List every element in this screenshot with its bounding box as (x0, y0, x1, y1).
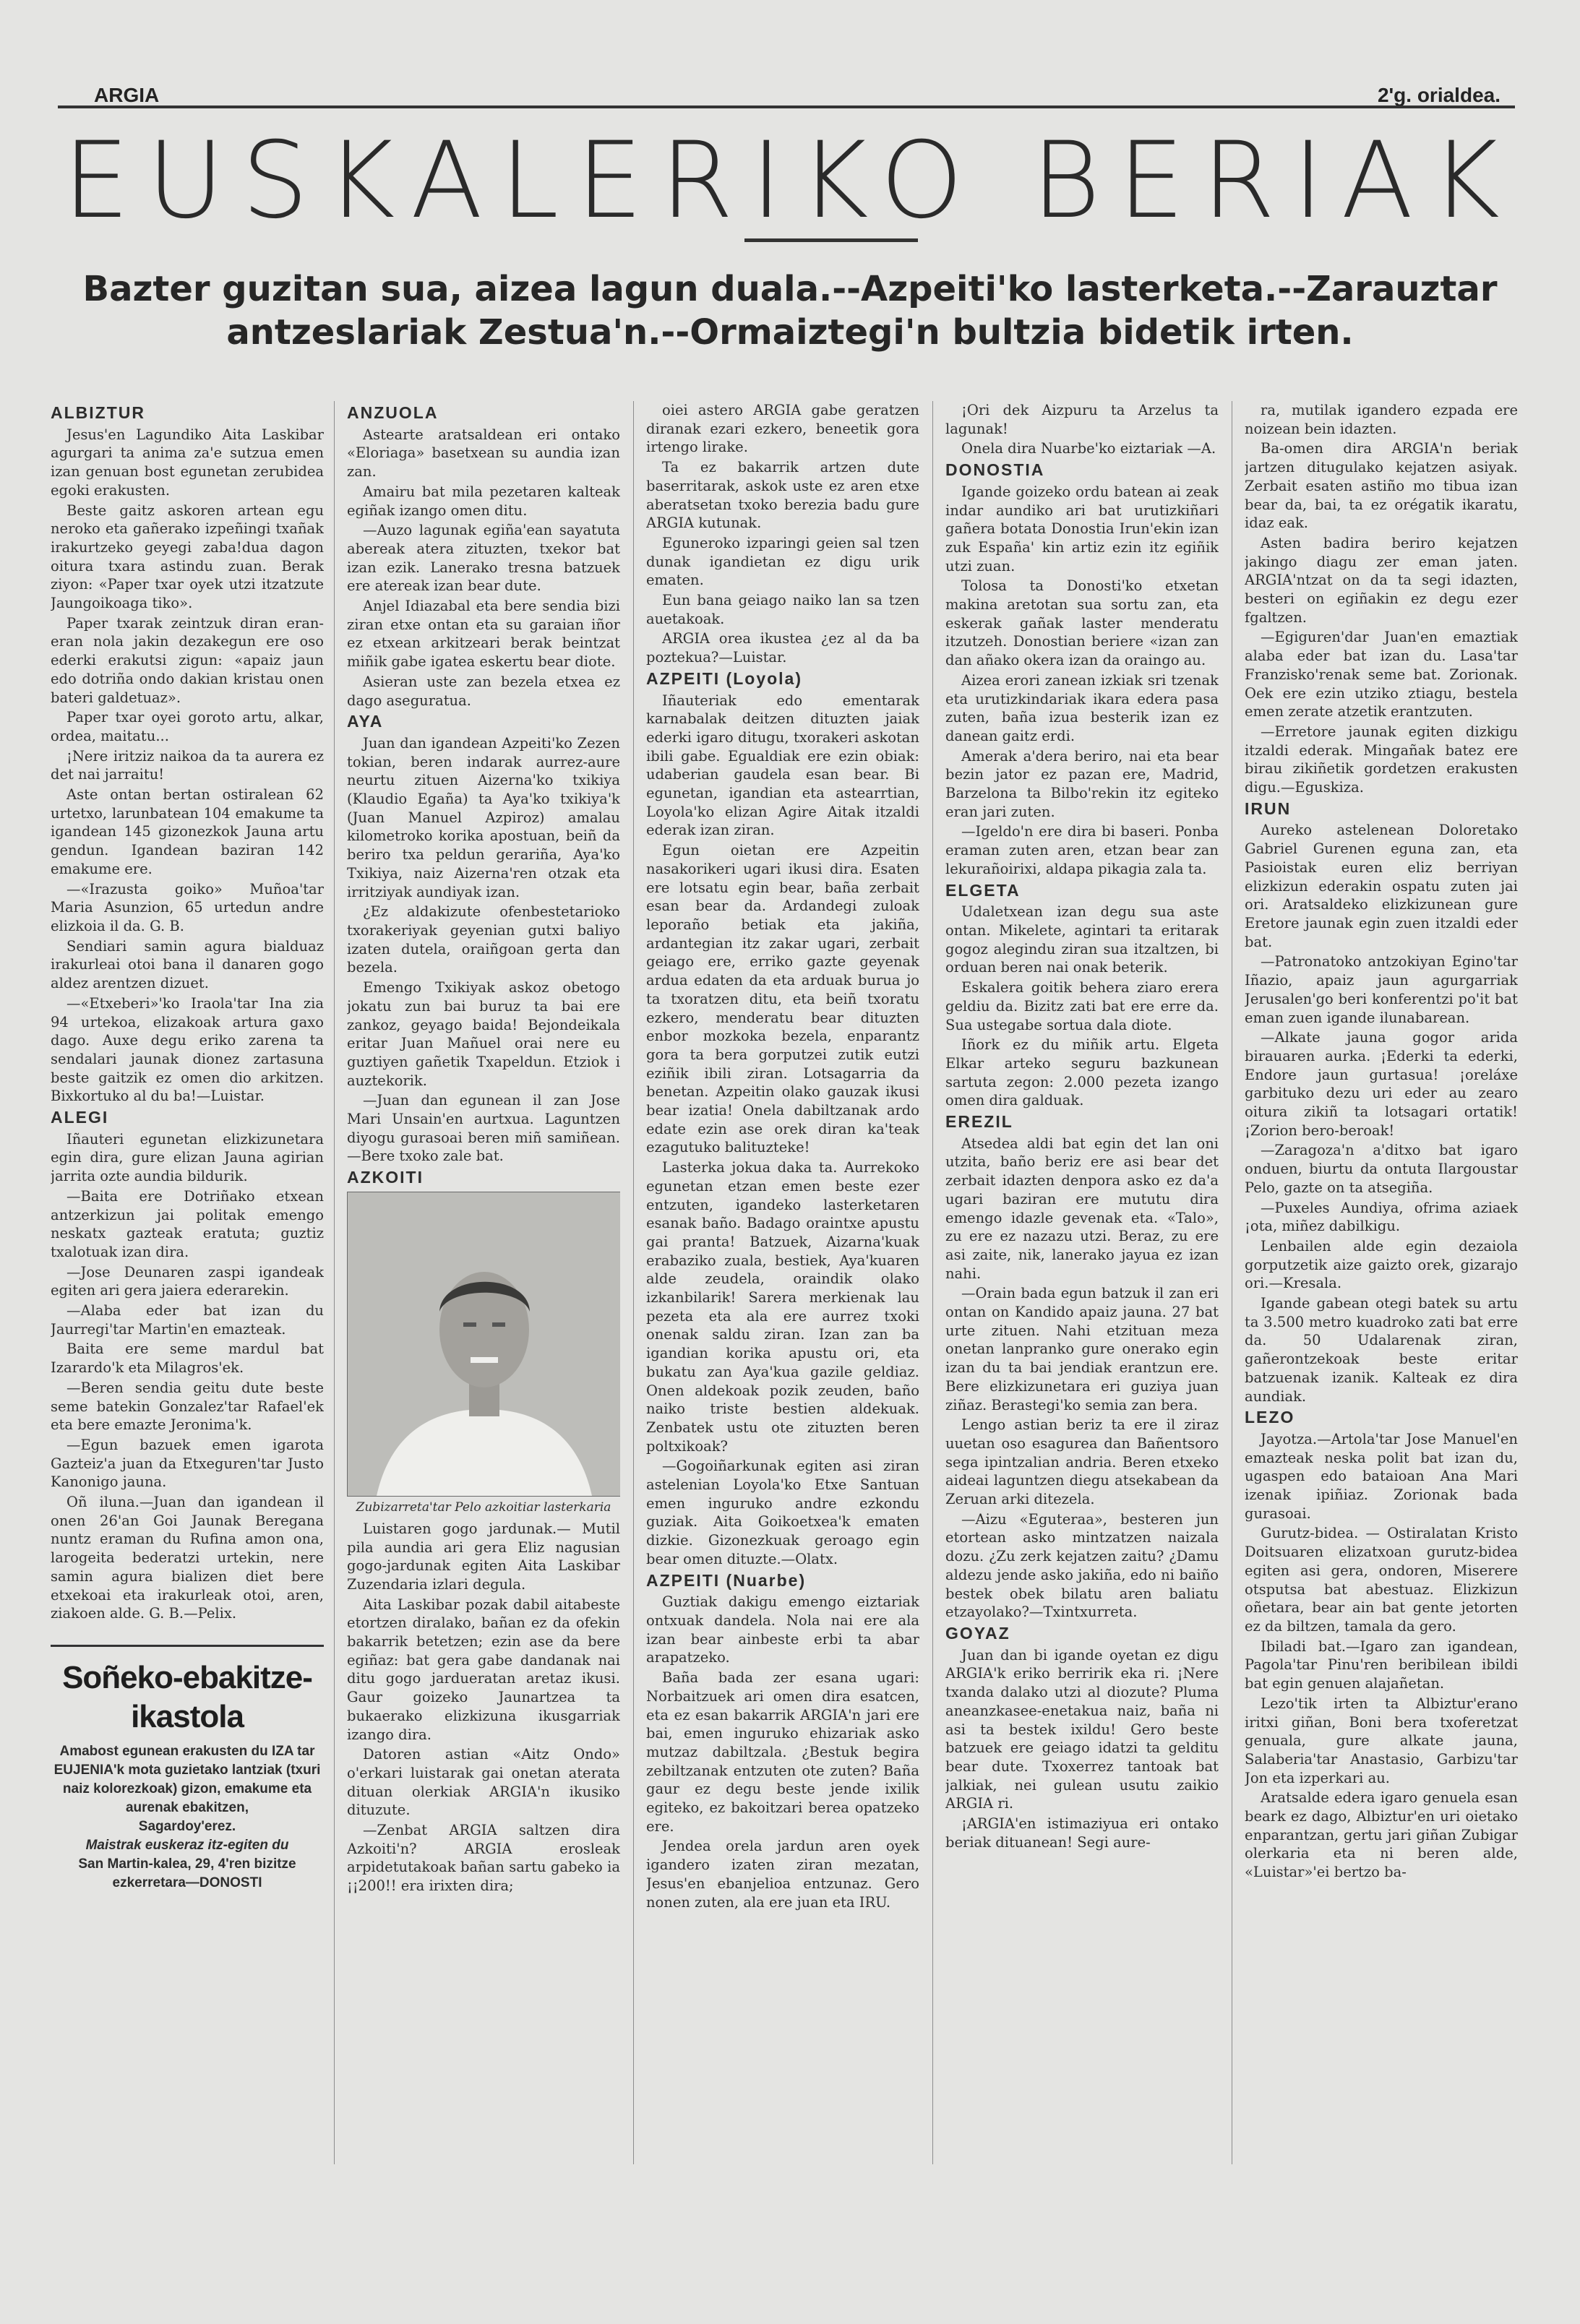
article-paragraph: ¡ARGIA'en istimaziyua eri ontako beriak dituanean! Segi aure- (945, 1815, 1219, 1851)
article-paragraph: Guztiak dakigu emengo eiztariak ontxuak dandela. Nola nai ere ala izan bear ainbeste erbi ta abar arapatzeko. (646, 1593, 919, 1666)
article-heading: ELGETA (945, 880, 1021, 900)
article-paragraph: Baita ere seme mardul bat Izarardo'k eta Milagros'ek. (51, 1340, 324, 1377)
article-paragraph: Amairu bat mila pezetaren kalteak egiñak izango omen ditu. (347, 483, 620, 519)
advertisement (51, 1645, 324, 1893)
column-3 (646, 401, 919, 2164)
article-paragraph: Lezo'tik irten ta Albiztur'erano iritxi giñan, Boni bera txoferetzat genuala, gure alkate jauna, Salaberia'tar Anastasio, Garbizu'tar Jon eta izperkari au. (1245, 1695, 1518, 1786)
section-masthead: EUSKALERIKO BERIAK (63, 119, 1517, 242)
article-paragraph: Tolosa ta Donosti'ko etxetan makina aretotan sua sortu zan, eta eskerak gañak laster menderatu itzutzeh. Donostian beriere «izan zan dan añako okera izan da oraingo au. (945, 577, 1219, 669)
article-paragraph: Asten badira beriro kejatzen jakingo diagu zer eman jaten. ARGIA'ntzat on da ta segi idazten, besteri on egiñakin ez degu ezer fgaltzen. (1245, 534, 1518, 626)
article-paragraph: —Auzo lagunak egiña'ean sayatuta abereak atera zituzten, txekor bat izan ezik. Lanerako tresna batzuek ere atereak izan bear dute. (347, 522, 620, 595)
article-paragraph: Eun bana geiago naiko lan sa tzen auetakoak. (646, 592, 919, 627)
article-paragraph: —Erretore jaunak egiten dizkigu itzaldi ederak. Mingañak batez ere birau zikiñetik gordetzen erakusten digu.—Eguskiza. (1245, 723, 1518, 796)
article-heading: AYA (347, 712, 384, 731)
article-heading: IRUN (1245, 799, 1292, 818)
article-paragraph: —«Irazusta goiko» Muñoa'tar Maria Asunzion, 65 urtedun andre elizkoia il da. G. B. (51, 880, 324, 934)
article-paragraph: Ba-omen dira ARGIA'n beriak jartzen ditugulako kejatzen asiyak. Zerbait esaten astiño mo tibua izan bear da, bai, ta ez orégatik ikaratu, idaz eak. (1245, 440, 1518, 532)
ad-title: Soñeko-ebakitze-ikastola (62, 1660, 312, 1734)
article-paragraph: Lenbailen alde egin dezaiola gorputzetik aize gaizto orek, gizarajo ori.—Kresala. (1245, 1237, 1518, 1292)
photo-caption: Zubizarreta'tar Pelo azkoitiar lasterkaria (356, 1499, 611, 1515)
portrait-illustration (348, 1192, 620, 1496)
article-paragraph: ra, mutilak igandero ezpada ere noizean bein idazten. (1245, 402, 1518, 437)
ad-address: San Martin-kalea, 29, 4'ren bizitze ezkerretara—DONOSTI (78, 1856, 296, 1890)
article-paragraph: Igande gabean otegi batek su artu ta 3.500 metro kuadroko zati bat erre da. 50 Udalarenak ziran, gañerontzekoak beste eritar batzuenak izanik. Kalteak ez dira aundiak. (1245, 1295, 1518, 1405)
article-paragraph: Juan dan bi igande oyetan ez digu ARGIA'k eriko berririk eka ri. ¡Nere txanda dalako utzi al diozute? Pluma aneanzkasee-enetakua naiz, baña ni asi ta bestek ixildu! Gero beste batzuek ere geiago idatzi ta gelditu bear dute. Txoxerrez tantoak bat jalkiak, nei gulean usutu zaikio ARGIA ri. (945, 1646, 1219, 1812)
article-paragraph: Aratsalde edera igaro genuela esan beark ez dago, Albiztur'en uri oietako enparantzan, gertu jari giñan Zubigar olerkaria eta ni beren alde, «Luistar»'ei bertzo ba- (1245, 1789, 1518, 1881)
article-paragraph: —Igeldo'n ere dira bi baseri. Ponba eraman zuten aren, etzan bear zan lekurañoirixi, aldapa pikagia zala ta. (945, 823, 1219, 877)
article-paragraph: Lasterka jokua daka ta. Aurrekoko egunetan etzan emen beste ezer entzuten, igandeko lasterketaren esanak baño. Badago oraintxe apustu gai pranta! Batzuek, Aizarna'kuak erabaziko zuala, bestiek, Aya'kuaren alde zeudela, oraindik olako izkanbilarik! Sarera merkienak lau pezeta eta ala ere aurrez txoki onenak saldu ziran. Izan zan ba igandian korika apustu ori, eta bukatu zan Aya'kua gazile geldiaz. Onen aldekoak pozik zeuden, baño naiko triste bestien aldekuak. Zenbatek ustu ote zituzten beren poltxikoak? (646, 1159, 919, 1455)
article-paragraph: ¡Nere iritziz naikoa da ta aurera ez det nai jarraitu! (51, 747, 324, 783)
article-paragraph: Ta ez bakarrik artzen dute baserritarak, askok uste ez aren etxe aberatsetan txoko berezia badu gure ARGIA kutunak. (646, 459, 919, 532)
article-paragraph: —Orain bada egun batzuk il zan eri ontan on Kandido apaiz jauna. 27 bat urte zituen. Nahi etzituan meza onetan lanpranko gure onerako egin izan du ta bai jendiak erantzun ere. Bere elizkizunetara eri guziya juan ziñaz. Berastegi'ko semia zan bera. (945, 1285, 1219, 1413)
article-heading: ALBIZTUR (51, 403, 145, 422)
article-paragraph: Lengo astian beriz ta ere il ziraz uuetan oso esagurea dan Bañentsoro sega ipintzalian andria. Beren etxeko aideai laguntzen diegu atsekabean da Zeruan arki ditezela. (945, 1416, 1219, 1508)
article-paragraph: —Egiguren'dar Juan'en emaztiak alaba eder bat izan du. Lasa'tar Franzisko'renak seme bat. Zorionak. Oek ere ezin utziko ztiagu, bestela emen zerate atzetik erantzuten. (1245, 629, 1518, 720)
article-paragraph: Astearte aratsaldean eri ontako «Eloriaga» basetxean su aundia izan zan. (347, 426, 620, 481)
article-paragraph: Paper txar oyei goroto artu, alkar, ordea, maitatu... (51, 709, 324, 744)
article-paragraph: Iñork ez du miñik artu. Elgeta Elkar arteko seguru bazkunean sartuta zegon: 2.000 pezeta izango omen dira galduak. (945, 1036, 1219, 1109)
article-paragraph: Oñ iluna.—Juan dan igandean il onen 26'an Goi Jaunak Beregana nuntz eraman du Rufina amon ona, larogeita bederatzi urtekin, nere samin agura bializen diet bere etxekoai eta irakurleak otoi, aren, ziakoen alde. G. B.—Pelix. (51, 1494, 324, 1622)
article-paragraph: Aita Laskibar pozak dabil aitabeste etortzen diralako, bañan ez da ofekin bakarrik betetzen; ezin ase da bere egiñaz: bat gera gabe dandanak nai ditu gogo jardueratan aretaz ikusi. Gaur goizeko Jaunartzea ta bukaerako elizkizuna ikusgarriak izango dira. (347, 1596, 620, 1743)
article-paragraph: —Jose Deunaren zaspi igandeak egiten ari gera jaiera ederarekin. (51, 1263, 324, 1299)
article-paragraph: —Beren sendia geitu dute beste seme batekin Gonzalez'tar Rafael'ek eta bere emazte Jeronima'k. (51, 1379, 324, 1434)
article-paragraph: Sendiari samin agura bialduaz irakurleai otoi bana il danaren gogo aldez arentzen dizuet. (51, 937, 324, 992)
article-paragraph: Aste ontan bertan ostiralean 62 urtetxo, larunbatean 104 emakume ta igandean 145 gizonezkok Jauna artu gendun. Igandean baziran 142 emakume ere. (51, 786, 324, 877)
article-paragraph: Udaletxean izan degu sua aste ontan. Mikelete, agintari ta eritarak gogoz alegindu ziran sua itzaltzen, bi orduan beren nai onak beterik. (945, 903, 1219, 976)
article-paragraph: Beste gaitz askoren artean egu neroko eta gañerako izpeñingi txañak irakurtzeko geyegi zaba!dua dagon oitura txara astindu zuan. Berak ziyon: «Paper txar oyek utzi itzatzute Jaungoikoaga tiko». (51, 502, 324, 612)
article-paragraph: Igande goizeko ordu batean ai zeak indar aundiko ari bat urutizkiñari gañera botata Donostia Irun'ekin izan zuk España' kin artiz ezin itz egiñik utzi zuan. (945, 483, 1219, 574)
article-paragraph: —Juan dan egunean il zan Jose Mari Unsain'en aurtxua. Laguntzen diyogu gurasoai beren miñ samiñean.—Bere txoko zale bat. (347, 1092, 620, 1165)
article-paragraph: —Baita ere Dotriñako etxean antzerkizun jai politak emengo neskatx gazteak eratuta; guztiz txalotuak izan dira. (51, 1187, 324, 1260)
article-heading: DONOSTIA (945, 460, 1045, 480)
article-paragraph: —Puxeles Aundiya, ofrima aziaek ¡ota, miñez dabilkigu. (1245, 1199, 1518, 1235)
article-paragraph: —«Etxeberi»'ko Iraola'tar Ina zia 94 urtekoa, elizakoak artura gaxo dago. Auxe degu eriko zarena ta sendalari jaunak dionez zartasuna beste gaitzik ez omen dio arkitzen. Bixkortuko al du ba!—Luistar. (51, 994, 324, 1105)
article-paragraph: Aizea erori zanean izkiak sri tzenak eta urutizkindariak ikara edera pasa zuten, baña izua besterik izan ez danean gaitz erdi. (945, 671, 1219, 744)
article-paragraph: Datoren astian «Aitz Ondo» o'erkari luistarak gai onetan aterata dituan olerkiak ARGIA'n ikusiko dituzute. (347, 1746, 620, 1819)
article-heading: AZKOITI (347, 1168, 424, 1187)
article-paragraph: ARGIA orea ikustea ¿ez al da ba poztekua?—Luistar. (646, 630, 919, 666)
running-head-page: 2'g. orialdea. (1377, 84, 1500, 106)
article-heading: ALEGI (51, 1108, 109, 1127)
column-separator (932, 401, 933, 2164)
article-paragraph: Iñauteriak edo ementarak karnabalak deitzen dituzten jaiak ederki igaro ditugu, txorakeri askotan ibili gabe. Egualdiak ere ezin obiak: udaberian gaudela esan bear. Bi egunetan, igandian eta astearrtian, Loyola'ko elizan Agire Aitak itzaldi ederak izan ziran. (646, 692, 919, 839)
article-paragraph: Aureko astelenean Doloretako Gabriel Gurenen eguna zan, eta Pasioistak euren eliz berriyan elizkizun ederakin ospatu zuten jai ori. Aratsaldeko elizkizunean gure Eretore jaunak egin zuen itzaldi eder bat. (1245, 822, 1518, 950)
article-paragraph: Jendea orela jardun aren oyek igandero izaten ziran mezatan, Jesus'en ebanjelioa entzunaz. Gero nonen zuten, ala ere juan eta IRU. (646, 1838, 919, 1911)
running-head-title: ARGIA (94, 84, 160, 106)
article-paragraph: Egun oietan ere Azpeitin nasakorikeri ugari ikusi dira. Esaten ere lotsatu egin bear, baña zerbait esan bear da. Ardandegi zuloak leporaño betiak eta jakiña, ardantegian itz zakar ugari, zerbait geiago ere, erriko gazte geyenak ardua edaten da eta arduak burua jo ta txoratzen ditu, eta beiñ txoratu ezkero, menderatu bear dituzten enbor mozkoka bezela, enparantz gora ta bera gorputzei zutik eutzi eziñik ibili ziran. Lotsagarria da benetan. Azpeitin olako gauzak ikusi bear izatia! Onela dabiltzanak ardo edate ezin ase orek diran ka'teak ezagutuko balituzteke! (646, 842, 919, 1156)
article-paragraph: Onela dira Nuarbe'ko eiztariak —A. (961, 440, 1216, 457)
article-paragraph: Luistaren gogo jardunak.— Mutil pila aundia ari gera Eliz nagusian gogo-jardunak egiten Aita Laskibar Zuzendaria izlari degula. (347, 1520, 620, 1593)
section-subtitle: Bazter guzitan sua, aizea lagun duala.--Azpeiti'ko lasterketa.--Zarauztar antzeslariak Zestua'n.--Ormaiztegi'n bultzia bidetik irten. (82, 269, 1498, 353)
article-paragraph: Baña bada zer esana ugari: Norbaitzuek ari omen dira esatcen, eta ez esan bakarrik ARGIA'n jari ere bai, emen inguruko ehizariak asko mutzaz dabiltzala. ¿Bestuk begira zebiltzanak entzuten ote zuten? Baña gaur ez degu beste jende ixilik egiteko, ez bakoitzari berea opatzeko ere. (646, 1669, 919, 1835)
article-paragraph: —Gogoiñarkunak egiten asi ziran astelenian Loyola'ko Etxe Santuan emen inguruko andre ezkondu guziak. Aita Goikoetxea'k ematen dizkie. Gizonezkuak geroago egin bear omen dituzte.—Olatx. (646, 1458, 919, 1567)
column-2 (347, 401, 620, 2164)
article-paragraph: Iñauteri egunetan elizkizunetara egin dira, gure elizan Jauna agirian jarrita ozte aundia bildurik. (51, 1130, 324, 1185)
article-paragraph: Ibiladi bat.—Igaro zan igandean, Pagola'tar Pinu'ren beribilean ibildi bat egin genuen alajañetan. (1245, 1637, 1518, 1692)
article-paragraph: Anjel Idiazabal eta bere sendia bizi ziran etxe ontan eta su garaian iñor ez etxean arkitzeari berak beintzat miñik gabe igatea eskertu bear diote. (347, 598, 620, 671)
article-paragraph: —Egun bazuek emen igarota Gazteiz'a juan da Etxeguren'tar Justo Kanonigo jauna. (51, 1436, 324, 1491)
article-paragraph: Juan dan igandean Azpeiti'ko Zezen tokian, beren indarak aurrez-aure neurtu zituen Aizerna'ko txikiya (Klaudio Egaña) ta Aya'ko txikiya'k (Juan Manuel Azpiroz) amalau kilometroko korika apostuan, beiñ da beriro txa peldun gerariña, Aya'ko Txikiya, naiz Aizerna'ren otzak eta irritziyak aundiyak izan. (347, 734, 620, 900)
article-heading: AZPEITI (Loyola) (646, 668, 802, 688)
header-rule (58, 106, 1515, 108)
article-paragraph: —Zenbat ARGIA saltzen dira Azkoiti'n? ARGIA erosleak arpidetutakoak bañan sartu gabeko ia ¡¡200!! era irixten dira; (347, 1822, 620, 1895)
article-heading: LEZO (1245, 1408, 1295, 1427)
article-paragraph: Gurutz-bidea. — Ostiralatan Kristo Doitsuaren elizatxoan gurutz-bidea egiten asi gera, ondoren, Miserere otsputsa bat abestuaz. Elizkizun oñetara, bear ain bat gente jetorten ez da biltzen, tamala da gero. (1245, 1525, 1518, 1635)
article-paragraph: —Patronatoko antzokiyan Egino'tar Iñazio, apaiz jaun agurgarriak Jerusalen'go beri konferentzi po'it bat eman zuen igande ilunabarean. (1245, 953, 1518, 1026)
masthead-rule (744, 238, 918, 242)
ad-note: Maistrak euskeraz itz-egiten du (85, 1838, 289, 1853)
article-paragraph: —Aizu «Eguteraa», besteren jun etortean asko mintzatzen naizala dozu. ¿Zu zerk kejatzen zaitu? ¿Damu aldezu jende asko jakiña, edo ni baiño bestek obek bilatu aren baliatu etzayolako?—Txintxurreta. (945, 1510, 1219, 1621)
article-paragraph: ¡Ori dek Aizpuru ta Arzelus ta lagunak! (945, 402, 1219, 437)
article-paragraph: Eguneroko izparingi geien sal tzen dunak igandietan ez digu urik ematen. (646, 534, 919, 589)
article-paragraph: Eskalera goitik behera ziaro erera geldiu da. Bizitz zati bat ere erre da. Sua ustegabe sortua dala diote. (945, 979, 1219, 1033)
article-paragraph: Jayotza.—Artola'tar Jose Manuel'en emazteak neska polit bat izan du, ugaspen edo bataioan Ana Mari izenak ipiñiaz. Zorionak bada gurasoai. (1245, 1430, 1518, 1522)
article-paragraph: Emengo Txikiyak askoz obetogo jokatu zun bai buruz ta bai ere zankoz, geyago baida! Bejondeikala eritar Juan Mañuel orai nere eu guztiyen gañetik Txapeldun. Etziok i auztekorik. (347, 979, 620, 1089)
article-paragraph: Asieran uste zan bezela etxea ez dago aseguratua. (347, 673, 620, 709)
article-heading: ANZUOLA (347, 403, 439, 422)
article-paragraph: Atsedea aldi bat egin det lan oni utzita, baño beriz ere asi bear det zerbait idazten denpora asko ez da'a ugari baziran ere mututu dira emengo idazle gevenak eta. «Talo», zu ere ez nazazu utzi. Beraz, zu ere asi zaite, nik, lanerako jayua ez izan nahi. (945, 1135, 1219, 1282)
athlete-photo (347, 1192, 620, 1497)
column-1 (51, 401, 324, 2164)
ad-body (51, 1742, 324, 1893)
article-paragraph: Amerak a'dera beriro, nai eta bear bezin jator ez pazan ere, Madrid, Barzelona ta Bilbo'rekin itz egiteko eran jari zuten. (945, 747, 1219, 820)
article-paragraph: —Zaragoza'n a'ditxo bat igaro onduen, biurtu da ontuta Ilargoustar Pelo, gazte on ta atsegiña. (1245, 1142, 1518, 1196)
column-separator (633, 401, 634, 2164)
ad-line: Sagardoy'erez. (138, 1819, 236, 1834)
article-heading: EREZIL (945, 1112, 1013, 1132)
article-heading: GOYAZ (945, 1624, 1010, 1643)
column-separator (334, 401, 335, 2164)
column-5 (1245, 401, 1518, 2164)
article-paragraph: —Alkate jauna gogor arida birauaren aurka. ¡Ederki ta ederki, Endore jaun gurtasua! ¡oreláxe garbituko dezu uri eder au zearo oitura zikiñ ta lotsagari ortatik! ¡Zorion bero-beroak! (1245, 1029, 1518, 1139)
article-paragraph: Jesus'en Lagundiko Aita Laskibar agurgari ta anima za'e sutzua emen izan genuan bost egunetan zerubidea egoki erakusten. (51, 426, 324, 499)
article-paragraph: —Alaba eder bat izan du Jaurregi'tar Martin'en emazteak. (51, 1302, 324, 1338)
column-4 (945, 401, 1219, 2164)
article-heading: AZPEITI (Nuarbe) (646, 1570, 807, 1590)
ad-line: Amabost egunean erakusten du IZA tar EUJENIA'k mota guzietako lantziak (txuri naiz kolorezkoak) gizon, emakume eta aurenak ebakitzen, (53, 1744, 321, 1815)
article-paragraph: oiei astero ARGIA gabe geratzen diranak ezari ezkero, beneetik gora irtengo lirake. (646, 402, 919, 456)
article-paragraph: ¿Ez aldakizute ofenbestetarioko txorakeriyak geyenian gutxi baliyo izaten dutela, oraiñgoan gerta dan bezela. (347, 903, 620, 976)
article-paragraph: Paper txarak zeintzuk diran eran-eran nola jakin dezakegun ere oso ederki erakutsi zigun: «apaiz jaun edo dotriña ondo dakian kristau onen bateri galdetuaz». (51, 614, 324, 706)
ad-rule (51, 1645, 324, 1647)
